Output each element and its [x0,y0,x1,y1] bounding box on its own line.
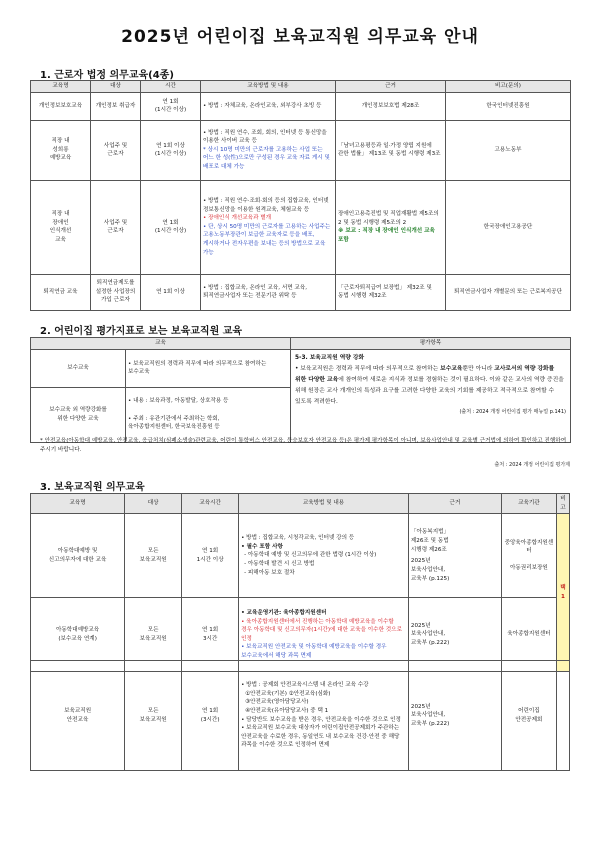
header-3: 교육시간 [182,494,239,514]
eval-body-3: 에 참여하여 새로운 지식과 정보를 경험하는 것이 필요하다. 이와 같은 교사의 역량 증진을 위해 원장은 교사 개개인의 특성과 요구를 고려한 다양한 교육의 기회를 제공하고 적극적으로 참여할 수 있도록 격려한다. [295,376,564,405]
header-7: 비고 [556,494,569,514]
method-line: ④안전교육(유아담당교사) 중 택 1 [245,707,329,714]
eval-title: 5-3. 보육교직원 역량 강화 [295,354,365,361]
basis-line: 2025년 보육사업안내, 교육부 (p.125) [410,558,450,582]
method-note: • 장애인식 개선교육과 별개 [203,215,272,222]
cell-basis: 개인정보보호법 제28조 [336,92,446,120]
method-line: • 방법 : 직원 연수, 조회, 회의, 인터넷 등 통신망을 이용한 사이버 교육 등 [203,129,327,145]
basis-note: ※ 보교 : 직장 내 장애인 인식개선 교육 포함 [338,228,435,243]
method-line: - 피해아동 보호 절차 [244,569,295,576]
eval-body-1: • 보육교직원은 경력과 직무에 따라 의무적으로 참여하는 [295,365,441,372]
table-2 [30,337,571,443]
eval-bold-2: 교사로서의 역량 강화를 위한 다양한 교육 [295,365,555,383]
method-line: • 필수 포함 사항 [241,543,283,550]
cell-time: 연 1회 (1시간 이상) [141,92,201,120]
cell-target: 사업주 및 근로자 [91,180,141,274]
table-row [31,661,570,771]
cell-name: 직장 내 장애인 인식개선 교육 [31,180,91,274]
header-4: 교육방법 및 내용 [201,81,336,93]
content-line: • 주최 : 유관기관에서 주최하는 학회, 육아종합지원센터, 한국보육진흥원 등 [128,415,220,431]
table-3b [30,660,570,771]
cell-method [239,661,409,771]
content-line: • 내용 : 보육과정, 아동발달, 상호작용 등 [128,398,229,405]
cell-name: 개인정보보호교육 [31,92,91,120]
method-line: • 육아종합지원센터에서 진행하는 아동학대 예방교육을 이수할 경우 아동학대 및 신고의무자(1시간)에 대한 교육을 이수한 것으로 인정 [241,618,402,642]
eval-box [291,349,571,442]
table-row [31,180,571,274]
cell-agency: 어린이집 안전공제회 [502,661,557,771]
cell-basis [336,180,446,274]
method-line: • 교육운영기관: 육아종합지원센터 [241,609,327,616]
eval-source: (출처 : 2024 개정 어린이집 평가 매뉴얼 p.141) [459,408,566,415]
section-1-heading: 1. 근로자 법정 의무교육(4종) [40,70,174,81]
table-row [31,92,571,120]
method-note: * 상시 10명 미만의 근로자를 고용하는 사업 또는 어느 한 성(性)으로만 구성된 경우 교육 자료 게시 및 배포로 대체 가능 [203,146,330,171]
method-line: • 방법 : 공제회 안전교육시스템 내 온라인 교육 수강 [241,681,369,688]
cell-basis: 「근로자퇴직급여 보장법」 제32조 및 동법 시행령 제32조 [336,274,446,310]
cell-basis: 2025년 보육사업안내, 교육부 (p.222) [408,661,501,771]
cell-name: 보수교육 [31,349,126,387]
method-line: ①안전교육(기본) ②안전교육(심화) [245,690,331,697]
table-1 [30,80,571,311]
basis-line: 「아동복지법」 제26조 및 동법 시행령 제26조 [410,529,450,553]
method-line: - 아동학대 예방 및 신고의무에 관한 법령 (1시간 이상) [244,552,377,559]
method-note: • 단, 상시 50명 미만의 근로자를 고용하는 사업주는 고용노동부장관이 보급한 교육자료 등을 배포, 게시하거나 전자우편을 보내는 등의 방법으로 교육 가능 [203,223,331,256]
cell-name: 퇴직연금 교육 [31,274,91,310]
table-row [31,274,571,310]
cell-method [239,514,409,598]
cell-agency: 중앙육아종합지원센터 아동권리보장원 [502,514,557,598]
eval-bold-1: 보수교육 [440,365,463,372]
cell-time: 연 1회 (1시간 이상) [141,180,201,274]
table-row [31,120,571,180]
cell-method: • 방법 : 집합교육, 온라인 교육, 서면 교육, 퇴직연금사업자 또는 전문기관 위탁 등 [201,274,336,310]
cell-target: 모든 보육교직원 [125,598,182,672]
header-4: 교육방법 및 내용 [239,494,409,514]
table-3 [30,493,570,672]
header-6: 교육기관 [502,494,557,514]
header-3: 시간 [141,81,201,93]
cell-method [201,180,336,274]
table-row [31,514,570,598]
header-5: 근거 [408,494,501,514]
section-2-heading: 2. 어린이집 평가지표로 보는 보육교직원 교육 [40,326,243,337]
header-1: 교육명 [31,81,91,93]
header-5: 근거 [336,81,446,93]
method-line: • 보육교직원 보수교육 대상자가 어린이집안전공제회가 주관하는 안전교육을 수료한 경우, 동일연도 내 보수교육 건강·안전 중 해당 과목을 이수한 것으로 인정하여 면제 [241,725,400,749]
header-1: 교육명 [31,494,125,514]
cell-note: 한국장애인고용공단 [446,180,571,274]
cell-name: 아동학대예방교육 (보수교육 연계) [31,598,125,672]
cell-name: 보수교육 외 역량강화를 위한 다양한 교육 [31,387,126,442]
section-3-heading: 3. 보육교직원 의무교육 [40,482,145,493]
cell-name: 보육교직원 안전교육 [31,661,125,771]
section-2-source: 출처 : 2024 개정 어린이집 평가제 [494,462,570,468]
cell-note: 퇴직연금사업자 개별문의 또는 근로복지공단 [446,274,571,310]
cell-target: 개인정보 취급자 [91,92,141,120]
cell-content [126,387,291,442]
cell-target: 사업주 및 근로자 [91,120,141,180]
cell-basis: 「남녀고용평등과 일·가정 양립 지원에 관한 법률」 제13조 및 동법 시행령 제3조 [336,120,446,180]
cell-name: 직장 내 성희롱 예방교육 [31,120,91,180]
cell-remark [556,661,569,771]
method-line: ③안전교육(영아담당교사) [245,699,309,706]
cell-target: 모든 보육교직원 [125,661,182,771]
cell-note: 고용노동부 [446,120,571,180]
cell-agency: 육아종합지원센터 [502,598,557,672]
cell-note: 한국인터넷진흥원 [446,92,571,120]
cell-time: 연 1회 이상 [141,274,201,310]
cell-basis [408,514,501,598]
method-line: • 방법 : 집합교육, 시청각교육, 인터넷 강의 등 [241,535,355,542]
header-edu: 교육 [31,338,291,350]
cell-time: 연 1회 (3시간) [182,661,239,771]
eval-body-2: 뿐만 아니라 [462,365,495,372]
header-2: 대상 [91,81,141,93]
method-line: • 방법 : 직원 연수·조회·회의 등의 집합교육, 인터넷 정보통신망을 이용한 원격교육, 체험교육 등 [203,197,329,213]
cell-name: 아동학대예방 및 신고의무자에 대한 교육 [31,514,125,598]
cell-target: 모든 보육교직원 [125,514,182,598]
section-2-note: * 안전교육(아동학대 예방교육, 안전교육, 응급처치(심폐소생술)관련교육, 어린이 통학버스 안전교육, 등승보호자 안전교육 등)은 평가제 평가항목이 아니며, 보육사업안내 및 교육별 근거법에 의하여 확인하고 진행하여 주시기 바랍니다. [40,438,567,453]
remark-badge: 택 1 [556,514,569,672]
cell-target: 퇴직연금제도를 설정한 사업장의 가입 근로자 [91,274,141,310]
cell-method [201,120,336,180]
cell-content: • 보육교직원의 경력과 직무에 따라 의무적으로 참여하는 보수교육 [126,349,291,387]
header-6: 비고(문의) [446,81,571,93]
table-row [31,349,571,387]
method-line: - 아동학대 발견 시 신고 방법 [244,561,315,568]
cell-method: • 방법 : 자체교육, 온라인교육, 외부강사 초빙 등 [201,92,336,120]
cell-time: 연 1회 3시간 [182,598,239,672]
cell-time: 연 1회 이상 (1시간 이상) [141,120,201,180]
cell-time: 연 1회 1시간 이상 [182,514,239,598]
header-eval: 평가항목 [291,338,571,350]
cell-basis: 2025년 보육사업안내, 교육부 (p.222) [408,598,501,672]
page-title: 2025년 어린이집 보육교직원 의무교육 안내 [121,27,479,47]
method-line: • 보육교직원 안전교육 및 아동학대 예방교육을 이수할 경우 보수교육에서 해당 과목 면제 [241,644,387,660]
method-line: • 담당반도 보수교육을 받은 경우, 안전교육을 이수한 것으로 인정 [241,716,401,723]
header-2: 대상 [125,494,182,514]
basis-line: 장애인고용촉진법 및 직업재활법 제5조의 2 및 동법 시행령 제5조의 2 [338,210,439,226]
